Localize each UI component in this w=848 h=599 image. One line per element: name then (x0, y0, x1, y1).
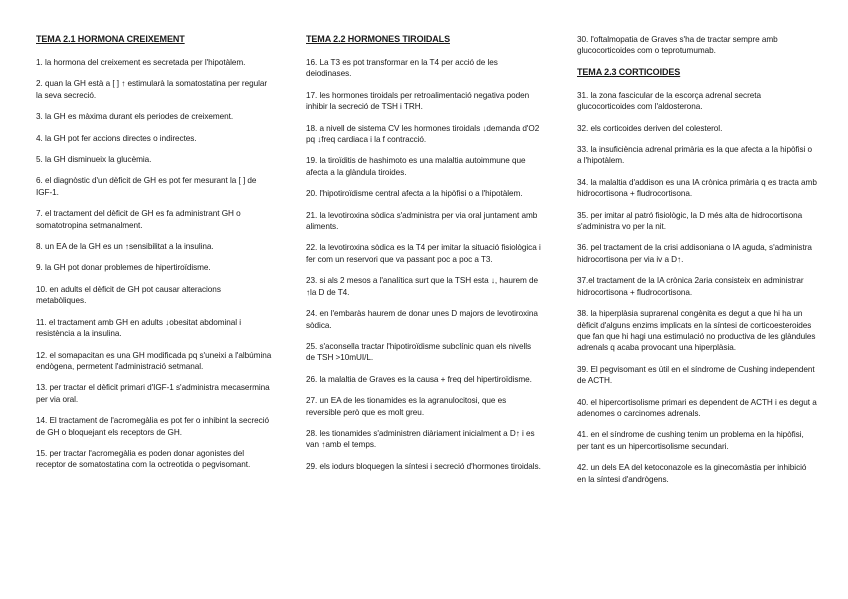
section-heading: TEMA 2.2 HORMONES TIROIDALS (306, 34, 450, 44)
list-item: 9. la GH pot donar problemes de hipertiroïdisme. (36, 263, 211, 273)
list-item: 27. un EA de les tionamides es la agranulocitosi, que es reversible però que es molt greu. (306, 396, 507, 417)
list-item: 11. el tractament amb GH en adults ↓obesitat abdominal i resistència a la insulina. (36, 317, 242, 339)
list-item: 10. en adults el dèficit de GH pot causar alteracions metabòliques. (36, 284, 221, 306)
list-item: 39. El pegvisomant es útil en el síndrome de Cushing independent de ACTH. (577, 364, 815, 386)
list-item: 22. la levotiroxina sòdica es la T4 per imitar la situació fisiològica i fer com un reservori que va passant poc a poc a T3. (306, 243, 541, 264)
list-item: 8. un EA de la GH es un ↑sensibilitat a la insulina. (36, 242, 214, 252)
list-item: 3. la GH es màxima durant els periodes de creixement. (36, 112, 234, 122)
list-item: 7. el tractament del dèficit de GH es fa administrant GH o somatotropina setmanalment. (36, 209, 241, 230)
list-item: 36. pel tractament de la crisi addisoniana o IA aguda, s'administra hidrocortisona per via iv a D↑. (577, 243, 812, 264)
section-heading: TEMA 2.1 HORMONA CREIXEMENT (36, 34, 185, 44)
list-item: 13. per tractar el dèficit primari d'IGF-1 s'administra mecasermina per via oral. (36, 383, 270, 404)
list-item: 14. El tractament de l'acromegàlia es pot fer o inhibint la secreció de GH o bloquejant els receptors de GH. (36, 416, 269, 437)
list-item: 31. la zona fascicular de la escorça adrenal secreta glucocorticoides com l'aldosterona. (577, 90, 761, 112)
list-item: 1. la hormona del creixement es secretada per l'hipotàlem. (36, 58, 246, 67)
list-item: 6. el diagnòstic d'un dèficit de GH es pot fer mesurant la [ ] de IGF-1. (36, 176, 257, 197)
list-item: 40. el hipercortisolisme primari es dependent de ACTH i es degut a adenomes o carcinomes adrenals. (577, 397, 817, 418)
list-item: 18. a nivell de sistema CV les hormones tiroidals ↓demanda d'O2 pq ↓freq cardiaca i la f contracció. (306, 123, 540, 145)
list-item: 24. en l'embaràs haurem de donar unes D majors de levotiroxina sòdica. (306, 309, 538, 330)
list-item: 12. el somapacitan es una GH modificada pq s'uneixi a l'albúmina endògena, permetent l'administració setmanal. (36, 350, 272, 371)
list-item: 16. La T3 es pot transformar en la T4 per acció de les deiodinases. (306, 58, 498, 79)
list-item: 19. la tiroïditis de hashimoto es una malaltia autoimmune que afecta a la glàndula tiroides. (306, 156, 526, 177)
list-item: 23. si als 2 mesos a l'analítica surt que la TSH esta ↓, haurem de ↑la D de T4. (306, 276, 539, 297)
list-item: 32. els corticoides deriven del colesterol. (577, 123, 723, 133)
list-item: 25. s'aconsella tractar l'hipotiroïdisme subclínic quan els nivells de TSH >10mUI/L. (306, 341, 532, 363)
list-item: 28. les tionamides s'administren diàriament inicialment a D↑ i es van ↑amb el temps. (306, 428, 535, 450)
list-item: 33. la insuficiència adrenal primària es la que afecta a la hipòfisi o a l'hipotàlem. (577, 145, 812, 166)
list-item: 35. per imitar al patró fisiològic, la D més alta de hidrocortisona s'administra vo per la nit. (577, 210, 803, 232)
column-tema-2-3 (577, 34, 817, 495)
list-item: 20. l'hipotiroïdisme central afecta a la hipòfisi o a l'hipotàlem. (306, 189, 523, 199)
list-item: 17. les hormones tiroidals per retroalimentació negativa poden inhibir la secreció de TSH i TRH. (306, 90, 530, 112)
list-item: 5. la GH disminueix la glucèmia. (36, 155, 152, 165)
list-item: 42. un dels EA del ketoconazole es la ginecomàstia per inhibició en la síntesi d'andrògens. (577, 463, 807, 484)
list-item: 41. en el síndrome de cushing tenim un problema en la hipòfisi, per tant es un hipercortisolisme secundari. (577, 430, 804, 451)
list-item: 21. la levotiroxina sòdica s'administra per via oral juntament amb aliments. (306, 210, 538, 232)
column-tema-2-2 (306, 34, 542, 482)
list-item: 37.el tractament de la IA crònica 2aria consisteix en administrar hidrocortisona + fludrocortisona. (577, 276, 804, 297)
list-item: 34. la malaltia d'addison es una IA crònica primària q es tracta amb hidrocortisona + fludrocortisona. (577, 177, 817, 199)
column-tema-2-1 (36, 34, 272, 481)
list-item: 4. la GH pot fer accions directes o indirectes. (36, 133, 197, 143)
section-heading: TEMA 2.3 CORTICOIDES (577, 66, 681, 77)
list-item: 26. la malaltia de Graves es la causa + freq del hipertiroïdisme. (306, 374, 532, 384)
list-item: 15. per tractar l'acromegàlia es poden donar agonistes del receptor de somatostatina com la octreotida o pegvisomant. (36, 448, 251, 470)
list-item: 2. quan la GH està a [ ] ↑ estimularà la somatostatina per regular la seva secreció. (36, 79, 268, 100)
list-item: 38. la hiperplàsia suprarenal congènita es degut a que hi ha un dèficit d'alguns enzims implicats en la síntesi de corticoesteroides que fan que hi hagi una estimulació no productiva de les glàndules adrenals q acaba provocant una hiperplàsia. (577, 309, 816, 353)
list-item: 29. els iodurs bloquegen la síntesi i secreció d'hormones tiroidals. (306, 461, 541, 471)
list-item: 30. l'oftalmopatia de Graves s'ha de tractar sempre amb glucocorticoides com o teprotumumab. (577, 35, 778, 56)
